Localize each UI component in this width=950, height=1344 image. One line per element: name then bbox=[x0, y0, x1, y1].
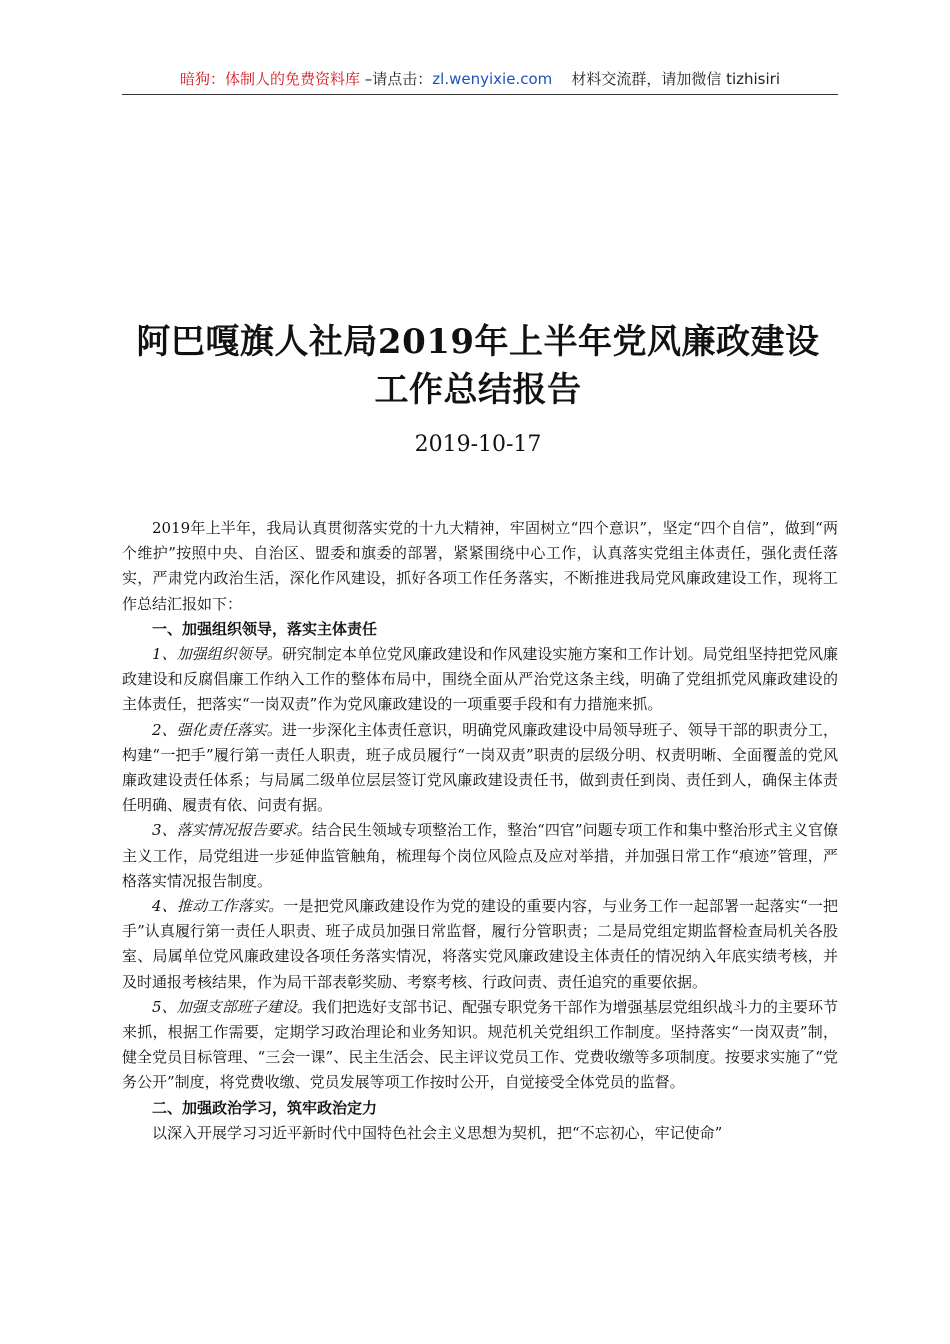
paragraph-3-lead: 3、落实情况报告要求。 bbox=[152, 821, 312, 840]
paragraph-5-lead: 5、加强支部班子建设。 bbox=[152, 997, 312, 1016]
document-title bbox=[100, 318, 856, 414]
document-body bbox=[122, 516, 838, 1146]
header-brand: 暗狗：体制人的免费资料库 bbox=[180, 70, 361, 88]
header-prompt: –请点击： bbox=[360, 70, 433, 88]
header-wechat: 材料交流群，请加微信 tizhisiri bbox=[571, 70, 780, 88]
header-url-link[interactable]: zl.wenyixie.com bbox=[432, 70, 553, 88]
paragraph-5 bbox=[122, 995, 838, 1096]
paragraph-6: 以深入开展学习习近平新时代中国特色社会主义思想为契机，把“不忘初心，牢记使命” bbox=[152, 1123, 723, 1142]
paragraph-4-lead: 4、推动工作落实。 bbox=[152, 897, 284, 916]
paragraph-5-text: 我们把选好支部书记、配强专职党务干部作为增强基层党组织战斗力的主要环节来抓，根据工作需要，定期学习政治理论和业务知识。规范机关党组织工作制度。坚持落实“一岗双责”制，健全党员目标管理、“三会一课”、民主生活会、民主评议党员工作、党费收缴等多项制度。按要求实施了“党务公开”制度，将党费收缴、党员发展等项工作按时公开，自觉接受全体党员的监督。 bbox=[122, 997, 838, 1092]
paragraph-2-lead: 2、强化责任落实。 bbox=[152, 720, 282, 739]
paragraph-1-lead: 1、加强组织领导。 bbox=[152, 645, 282, 664]
intro-paragraph: 2019年上半年，我局认真贯彻落实党的十九大精神，牢固树立“四个意识”，坚定“四个自信”，做到“两个维护”按照中央、自治区、盟委和旗委的部署，紧紧围绕中心工作，认真落实党组主体责任，强化责任落实，严肃党内政治生活，深化作风建设，抓好各项工作任务落实，不断推进我局党风廉政建设工作，现将工作总结汇报如下： bbox=[122, 519, 838, 613]
section-heading-2: 二、加强政治学习，筑牢政治定力 bbox=[152, 1098, 378, 1117]
page-header bbox=[122, 68, 838, 90]
paragraph-3 bbox=[122, 818, 838, 894]
paragraph-2-text: 进一步深化主体责任意识，明确党风廉政建设中局领导班子、领导干部的职责分工，构建“一把手”履行第一责任人职责，班子成员履行“一岗双责”职责的层级分明、权责明晰、全面覆盖的党风廉政建设责任体系；与局属二级单位层层签订党风廉政建设责任书，做到责任到岗、责任到人，确保主体责任明确、履责有依、问责有据。 bbox=[122, 720, 838, 815]
paragraph-1-text: 研究制定本单位党风廉政建设和作风建设实施方案和工作计划。局党组坚持把党风廉政建设和反腐倡廉工作纳入工作的整体布局中，围绕全面从严治党这条主线，明确了党组抓党风廉政建设的主体责任，把落实“一岗双责”作为党风廉政建设的一项重要手段和有力措施来抓。 bbox=[122, 645, 838, 714]
title-line-2: 工作总结报告 bbox=[374, 370, 582, 410]
paragraph-4 bbox=[122, 894, 838, 995]
paragraph-1 bbox=[122, 642, 838, 718]
paragraph-3-text: 结合民生领域专项整治工作，整治“四官”问题专项工作和集中整治形式主义官僚主义工作，局党组进一步延伸监管触角，梳理每个岗位风险点及应对举措，并加强日常工作“痕迹”管理，严格落实情况报告制度。 bbox=[122, 821, 838, 890]
header-divider bbox=[122, 94, 838, 95]
paragraph-2 bbox=[122, 718, 838, 819]
title-line-1: 阿巴嘎旗人社局2019年上半年党风廉政建设 bbox=[136, 322, 820, 362]
section-heading-1: 一、加强组织领导，落实主体责任 bbox=[152, 619, 378, 638]
paragraph-4-text: 一是把党风廉政建设作为党的建设的重要内容，与业务工作一起部署一起落实“一把手”认真履行第一责任人职责、班子成员加强日常监督，履行分管职责；二是局党组定期监督检查局机关各股室、局属单位党风廉政建设各项任务落实情况，将落实党风廉政建设主体责任的情况纳入年底实绩考核，并及时通报考核结果，作为局干部表彰奖励、考察考核、行政问责、责任追究的重要依据。 bbox=[122, 897, 838, 991]
document-date: 2019-10-17 bbox=[414, 432, 542, 457]
